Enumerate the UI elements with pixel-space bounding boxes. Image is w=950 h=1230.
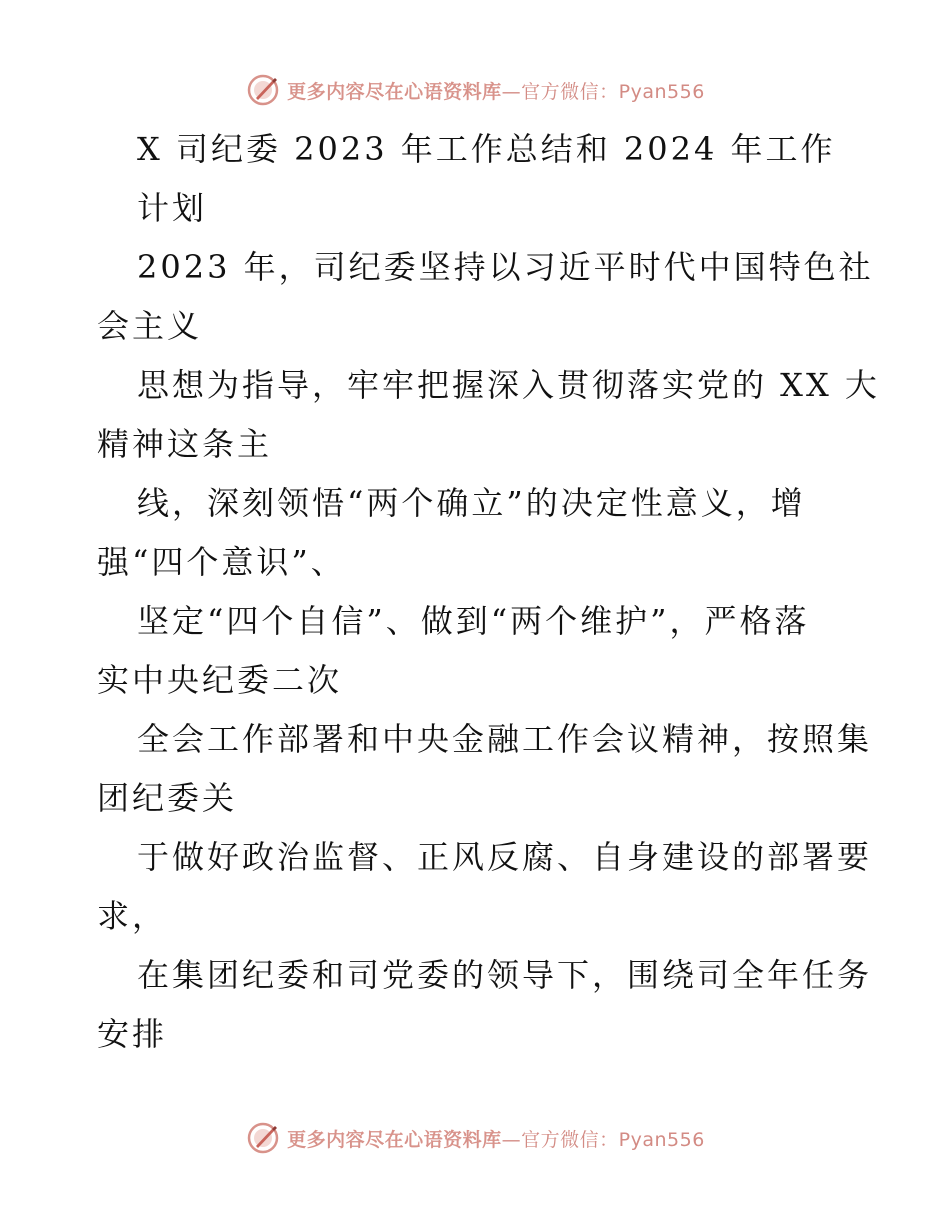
text-line: 会主义 xyxy=(97,307,203,345)
text-line: X 司纪委 2023 年工作总结和 2024 年工作 xyxy=(137,130,836,168)
text-line: 在集团纪委和司党委的领导下，围绕司全年任务 xyxy=(137,956,873,994)
text-line: 实中央纪委二次 xyxy=(97,661,343,699)
footer-watermark xyxy=(0,1118,950,1158)
text-line: 坚定“四个自信”、做到“两个维护”，严格落 xyxy=(137,602,810,640)
pen-logo-icon xyxy=(245,72,281,108)
text-line: 线，深刻领悟“两个确立”的决定性意义，增 xyxy=(137,484,806,522)
document-body xyxy=(97,120,880,1064)
text-line: 团纪委关 xyxy=(97,779,238,817)
pen-logo-icon xyxy=(245,1120,281,1156)
text-line: 全会工作部署和中央金融工作会议精神，按照集 xyxy=(137,720,873,758)
text-line: 计划 xyxy=(137,189,208,227)
header-watermark xyxy=(0,70,950,110)
text-line: 安排 xyxy=(97,1015,168,1053)
watermark-text: 更多内容尽在心语资料库—官方微信：Pyan556 xyxy=(287,1128,705,1151)
text-line: 于做好政治监督、正风反腐、自身建设的部署要 xyxy=(137,838,873,876)
text-line: 强“四个意识”、 xyxy=(97,543,346,581)
text-line: 思想为指导，牢牢把握深入贯彻落实党的 XX 大 xyxy=(137,366,880,404)
watermark-text: 更多内容尽在心语资料库—官方微信：Pyan556 xyxy=(287,80,705,103)
text-line: 2023 年，司纪委坚持以习近平时代中国特色社 xyxy=(137,248,874,286)
text-line: 求， xyxy=(97,897,168,935)
text-line: 精神这条主 xyxy=(97,425,273,463)
